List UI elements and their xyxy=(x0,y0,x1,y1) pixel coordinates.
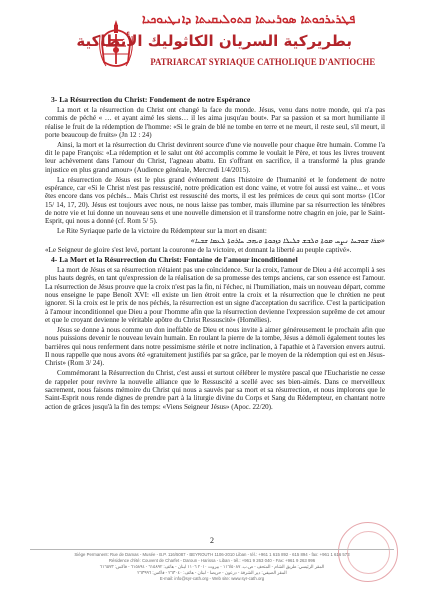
footer xyxy=(30,552,394,582)
footer-address-line: Résidence d'été: Couvent de Charfet - Daroun - Harissa - Liban - tél.: +961 9 263 040 - Fax: +961 9 263 996 xyxy=(108,558,316,563)
paragraph: «Le Seigneur de gloire s'est levé, portant la couronne de la victoire, et donnant la liberté au peuple captivé». xyxy=(45,246,352,255)
footer-address-line: Siège Permanent: Rue de Damas - Musée - B.P. 116/5087 - BEYROUTH 1106-2010 Liban - tél.: +961 1 615 892 - 615 894 - fax: +961 1 616 573 xyxy=(74,552,350,557)
letter-body xyxy=(45,96,385,412)
arabic-title: بطريركية السريان الكاثوليك الأنطاكية xyxy=(76,32,352,50)
french-title: PATRIARCAT SYRIAQUE CATHOLIQUE D'ANTIOCHE xyxy=(150,58,376,68)
footer-address-line: المقر الصيفي: دير الشرفة - درعون - حريصا - لبنان - هاتف: ٢٦٣٠٤٠ - فاكس: ٢٦٣٩٩٦ xyxy=(137,570,287,575)
paragraph: Commémorant la Résurrection du Christ, c'est aussi et surtout célébrer le mystère pascal que l'Eucharistie ne cesse de rappeler pour revivre la nouvelle alliance que le Ressuscité a scellé avec ses bien-aimés. Dans ce merveilleux sacrement, nous faisons mémoire du Christ qui nous a sauvés par sa mort et sa résurrection, et nous implorons que le Saint-Esprit nous rende dignes de prendre part à la liturgie divine du Corps et Sang du Rédempteur, en chantant notre action de grâces jusqu'à la fin des temps: «Viens Seigneur Jésus» (Apoc. 22/20). xyxy=(45,369,385,411)
footer-contact-line: E-mail: info@syr-cath.org - Web site: www.syr-cath.org xyxy=(159,576,265,581)
paragraph: La mort et la résurrection du Christ ont changé la face du monde. Jésus, venu dans notre monde, qui n'a pas commis de péché « … et ayant aimé les siens… il les aima jusqu'au bout». Par sa passion et sa mort humiliante il réalise le fruit de la rédemption de l'homme: «Si le grain de blé ne tombe en terre et ne meurt, il reste seul, s'il meurt, il porte beaucoup de fruits» (Jn 12 : 24) xyxy=(45,105,385,139)
paragraph: La résurrection de Jésus est le plus grand événement dans l'histoire de l'humanité et le fondement de notre espérance, car «Si le Christ n'est pas ressuscité, notre prédication est donc vaine, et votre foi aussi est vaine... et vous êtes encore dans vos péchés... Mais Christ est ressuscité des morts, il est les prémices de ceux qui sont morts» (1Cor 15/ 14, 17, 20). Jésus est toujours avec nous, ne nous laisse pas tomber, mais illumine par sa résurrection les ténèbres de notre vie et lui donne un nouveau sens et une nouvelle dimension et il transforme notre chagrin en joie, par le Saint-Esprit, qui nous a donné (cf. Rom 5/ 5). xyxy=(45,175,385,226)
footer-address-line: المقر الرئيسي: طريق الشام - المتحف - ص.ب. ١١٦/٥٠٨٧ - بيروت ٢٠١٠ ١١٠٦ لبنان - هاتف: ٦١٥٨٩٢ - ٦١٥٨٩٤ - فاكس: ٦١٦٥٧٣ xyxy=(99,564,325,569)
section-4-heading: 4- La Mort et la Résurrection du Christ: Fontaine de l'amour inconditionnel xyxy=(51,255,298,265)
section-3-heading: 3- La Résurrection du Christ: Fondement de notre Espérance xyxy=(51,95,251,104)
paragraph: Le Rite Syriaque parle de la victoire du Rédempteur sur la mort en disant: xyxy=(57,227,267,236)
paragraph: Jésus se donne à nous comme un don ineffable de Dieu et nous invite à aimer généreusement le prochain afin que nous puissions devenir le nouveau levain humain. En roulant la pierre de la tombe, Jésus a démoli également toutes les barrières qui nous renferment dans notre pessimisme stérile et notre inclination, à l'apathie et à l'aversion envers autrui. Il nous rappelle que nous avons été «gratuitement justifiés par sa grâce, par le moyen de la rédemption qui est en Jésus-Christ» (Rom 3/ 24). xyxy=(45,325,385,368)
footer-divider xyxy=(30,549,394,550)
paragraph: La mort de Jésus et sa résurrection n'étaient pas une coïncidence. Sur la croix, l'amour de Dieu a été accompli à ses plus hauts degrés, en tant qu'expression de la réalisation de sa promesse des temps anciens, car son essence est l'amour. La résurrection de Jésus prouve que la croix n'est pas la fin, ni l'échec, ni l'humiliation, mais un nouveau départ, comme nous enseigne le pape Benoît XVI: «Il existe un lien étroit entre la croix et la résurrection que le chrétien ne peut ignorer. Si la croix est le prix de nos péchés, la résurrection est un signe d'acceptation du sacrifice. C'est la participation à l'amour inconditionnel que Dieu a pour l'homme afin que la résurrection devienne l'expression suprême de cet amour et que le croyant devienne le véritable apôtre du Christ Ressuscité» (Homélies). xyxy=(45,266,385,325)
letterhead xyxy=(0,6,424,86)
syriac-title: ܦܛܪܝܪܟܘܬܐ ܣܘܪܝܝܬܐ ܩܬܘܠܝܩܝܬܐ ܕܐܢܛܝܘܟܝܐ xyxy=(142,12,356,26)
paragraph: Ainsi, la mort et la résurrection du Christ devinrent source d'une vie nouvelle pour chaque être humain. Comme l'a dit le pape François: «La rédemption et le salut ont été accomplis comme le voulait le Père, et tous les livres trouvent leur achèvement dans l'amour du Christ, l'agneau abattu. En s'offrant en sacrifice, il a transformé la plus grande injustice en plus grand amour» (Audience générale, Mercredi 1/4/2015). xyxy=(45,140,385,174)
page-number: 2 xyxy=(210,536,214,545)
syriac-quote: «ܡܪܐ ܫܘܒܚܐ ܢܨܚ ܡܘܬܐ ܘܠܒܫ ܟܠܝܠܐ ܕܙܟܘܬܐ ܘܝܗܒ ܚܐܪܘܬܐ ܠܥܡܐ ܫܒܝܐ» xyxy=(190,237,385,245)
